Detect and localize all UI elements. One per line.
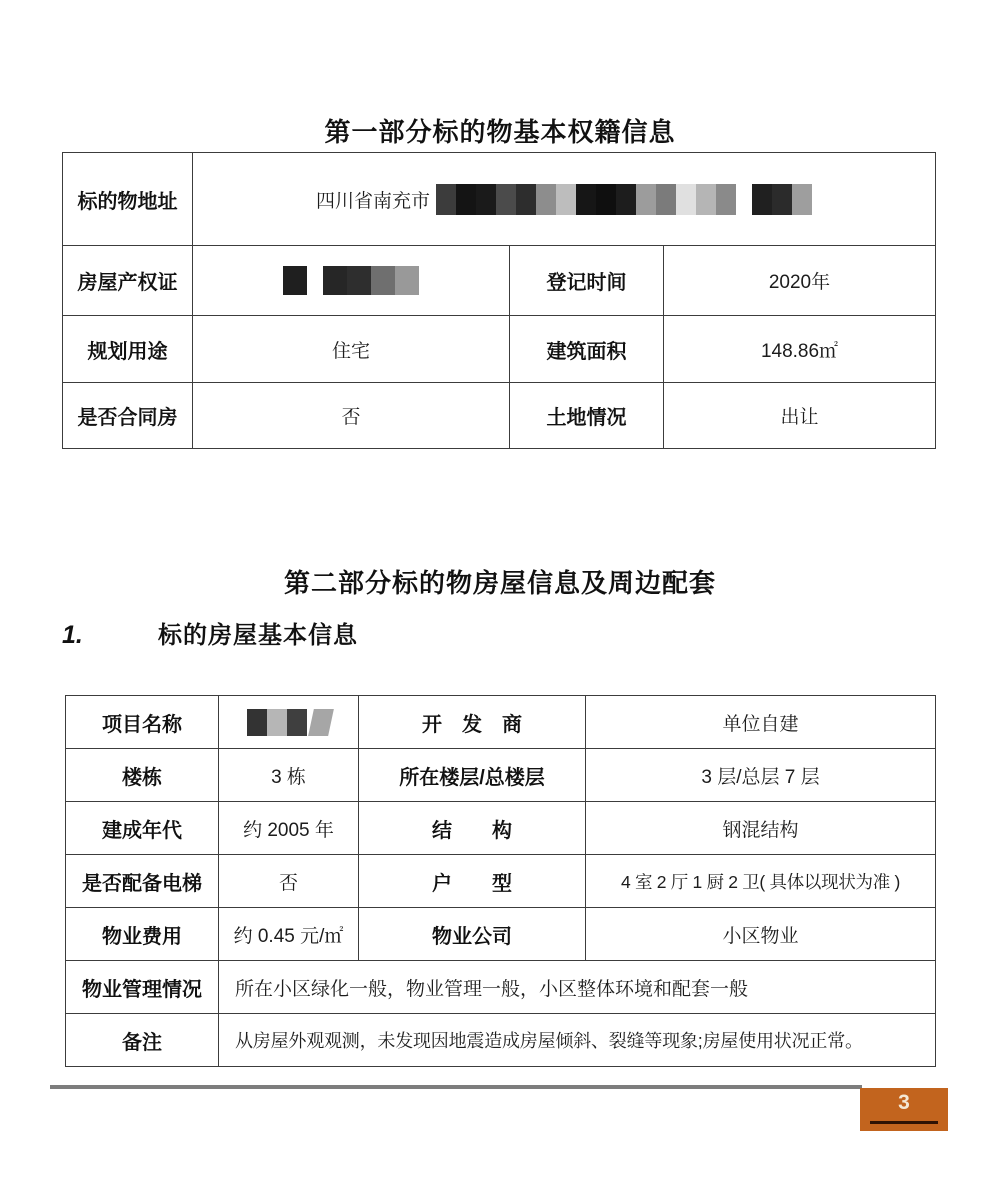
remark-value-cell: 从房屋外观观测，未发现因地震造成房屋倾斜、裂缝等现象;房屋使用状况正常。: [219, 1014, 936, 1067]
project-label-cell: 项目名称: [66, 696, 219, 749]
property-co-label-cell: 物业公司: [359, 908, 586, 961]
management-label-cell: 物业管理情况: [66, 961, 219, 1014]
layout-value-cell: 4 室 2 厅 1 厨 2 卫( 具体以现状为准 ): [586, 855, 936, 908]
table-row: [63, 246, 936, 316]
building-label-cell: 楼栋: [66, 749, 219, 802]
table-row: [63, 383, 936, 449]
planned-use-label-cell: 规划用途: [63, 316, 193, 383]
table-row: [66, 749, 936, 802]
land-label-cell: 土地情况: [510, 383, 664, 449]
page-number-badge: [860, 1088, 948, 1131]
subsection-number: 1.: [62, 621, 83, 649]
area-label-cell: 建筑面积: [510, 316, 664, 383]
table-row: [66, 961, 936, 1014]
management-value-cell: 所在小区绿化一般，物业管理一般，小区整体环境和配套一般: [219, 961, 936, 1014]
part1-table: [62, 152, 936, 449]
page-number: 3: [898, 1091, 910, 1114]
year-value-cell: 约 2005 年: [219, 802, 359, 855]
table-row: [63, 316, 936, 383]
contract-value-cell: 否: [193, 383, 510, 449]
part2-title: 第二部分标的物房屋信息及周边配套: [283, 568, 716, 598]
table-row: [63, 153, 936, 246]
address-redaction-mosaic: [436, 184, 812, 215]
planned-use-value-cell: 住宅: [193, 316, 510, 383]
fee-label-cell: 物业费用: [66, 908, 219, 961]
cert-value-cell: [193, 246, 510, 316]
table-row: [66, 802, 936, 855]
part2-table: [65, 695, 936, 1067]
floor-label-cell: 所在楼层/总楼层: [359, 749, 586, 802]
subsection-title: 标的房屋基本信息: [158, 622, 358, 649]
property-co-value-cell: 小区物业: [586, 908, 936, 961]
project-redaction-mosaic: [247, 709, 331, 736]
table-row: [66, 855, 936, 908]
regdate-value-cell: 2020年: [664, 246, 936, 316]
table-row: [66, 696, 936, 749]
structure-label-cell: 结 构: [359, 802, 586, 855]
developer-label-cell: 开 发 商: [359, 696, 586, 749]
subsection-heading: [62, 615, 358, 650]
project-value-cell: [219, 696, 359, 749]
land-value-cell: 出让: [664, 383, 936, 449]
area-value-cell: 148.86㎡: [664, 316, 936, 383]
structure-value-cell: 钢混结构: [586, 802, 936, 855]
part1-title: 第一部分标的物基本权籍信息: [324, 117, 676, 147]
fee-value-cell: 约 0.45 元/㎡: [219, 908, 359, 961]
building-value-cell: 3 栋: [219, 749, 359, 802]
address-visible-text: 四川省南充市: [315, 190, 430, 212]
badge-underline: [870, 1121, 938, 1124]
address-value-cell: [193, 153, 936, 246]
remark-label-cell: 备注: [66, 1014, 219, 1067]
cert-redaction-mosaic: [283, 266, 419, 295]
year-label-cell: 建成年代: [66, 802, 219, 855]
contract-label-cell: 是否合同房: [63, 383, 193, 449]
regdate-label-cell: 登记时间: [510, 246, 664, 316]
elevator-label-cell: 是否配备电梯: [66, 855, 219, 908]
cert-label-cell: 房屋产权证: [63, 246, 193, 316]
layout-label-cell: 户 型: [359, 855, 586, 908]
table-row: [66, 1014, 936, 1067]
elevator-value-cell: 否: [219, 855, 359, 908]
floor-value-cell: 3 层/总层 7 层: [586, 749, 936, 802]
developer-value-cell: 单位自建: [586, 696, 936, 749]
footer-divider: [50, 1085, 862, 1089]
table-row: [66, 908, 936, 961]
address-label-cell: 标的物地址: [63, 153, 193, 246]
